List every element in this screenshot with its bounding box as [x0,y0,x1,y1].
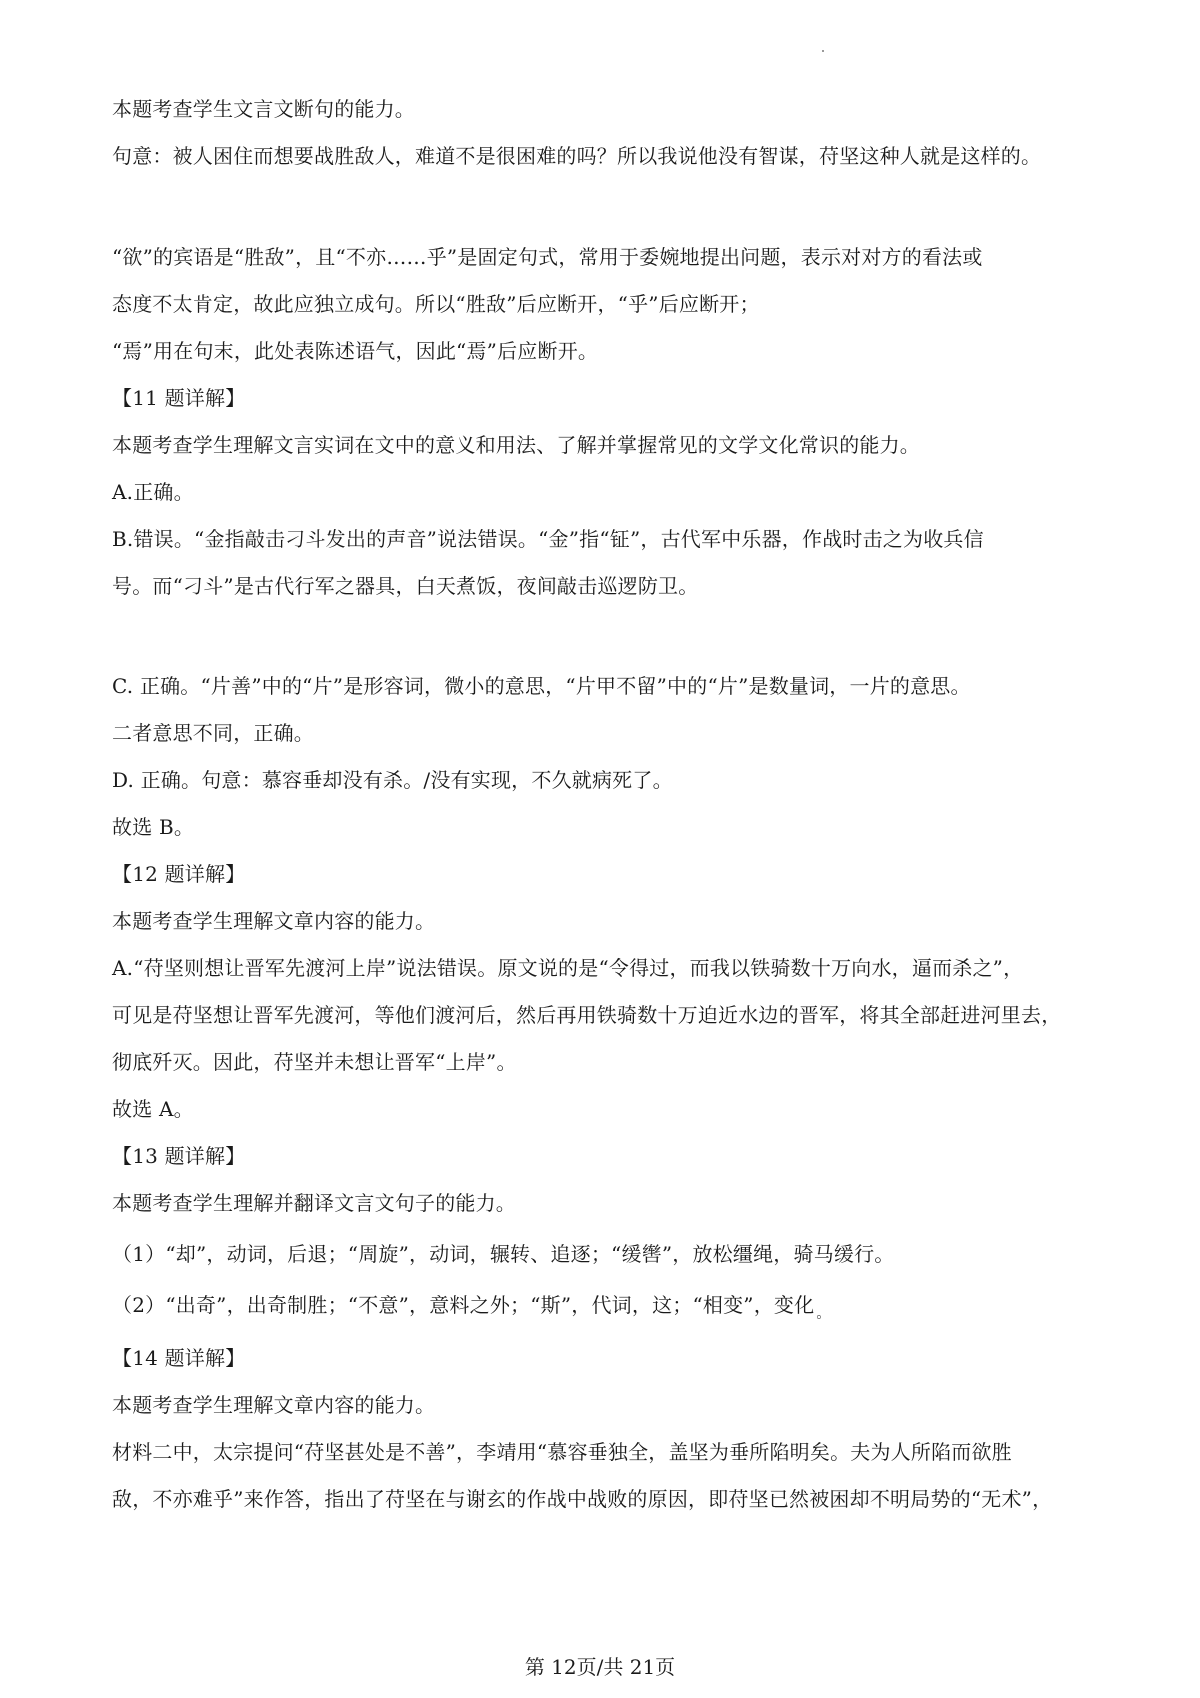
text-line: “欲”的宾语是“胜敌”，且“不亦……乎”是固定句式，常用于委婉地提出问题，表示对对方的看法或 [112,245,983,269]
text-line: 本题考查学生理解文章内容的能力。 [112,1393,436,1417]
text-line: 号。而“刁斗”是古代行军之器具，白天煮饭，夜间敲击巡逻防卫。 [112,574,699,598]
text-line: 故选 B。 [112,815,195,839]
text-line: 本题考查学生理解文言实词在文中的意义和用法、了解并掌握常见的文学文化常识的能力。 [112,433,920,457]
text-line: （1）“却”，动词，后退；“周旋”，动词，辗转、追逐；“缓辔”，放松缰绳，骑马缓行。 [112,1242,895,1266]
section-heading: 【11 题详解】 [112,386,246,410]
text-line: 敌，不亦难乎”来作答，指出了苻坚在与谢玄的作战中战败的原因，即苻坚已然被困却不明局势的“无术”， [112,1487,1053,1511]
text-line: D. 正确。句意：慕容垂却没有杀。/没有实现，不久就病死了。 [112,768,673,792]
trailing-period: 。 [816,1306,831,1322]
text-line [112,1291,831,1322]
speck-mark [822,50,824,52]
text-line: 故选 A。 [112,1097,194,1121]
text-line: 句意：被人困住而想要战胜敌人，难道不是很困难的吗？所以我说他没有智谋，苻坚这种人就是这样的。 [112,144,1042,168]
text-line: 可见是苻坚想让晋军先渡河，等他们渡河后，然后再用铁骑数十万迫近水边的晋军，将其全部赶进河里去， [112,1003,1062,1027]
page-footer: 第 12页/共 21页 [524,1655,676,1679]
text-line: 材料二中，太宗提问“苻坚甚处是不善”，李靖用“慕容垂独全，盖坚为垂所陷明矣。夫为人所陷而欲胜 [112,1440,1012,1464]
text-line-body: （2）“出奇”，出奇制胜；“不意”，意料之外；“斯”，代词，这；“相变”，变化 [112,1293,815,1317]
text-line: C. 正确。“片善”中的“片”是形容词，微小的意思，“片甲不留”中的“片”是数量词，一片的意思。 [112,674,971,698]
text-line: “焉”用在句末，此处表陈述语气，因此“焉”后应断开。 [112,339,599,363]
text-line: 本题考查学生理解文章内容的能力。 [112,909,436,933]
section-heading: 【12 题详解】 [112,862,246,886]
text-line: 彻底歼灭。因此，苻坚并未想让晋军“上岸”。 [112,1050,517,1074]
text-line: B.错误。“金指敲击刁斗发出的声音”说法错误。“金”指“钲”，古代军中乐器，作战时击之为收兵信 [112,527,984,551]
text-line: A.“苻坚则想让晋军先渡河上岸”说法错误。原文说的是“令得过，而我以铁骑数十万向水，逼而杀之”， [112,956,1024,980]
section-heading: 【14 题详解】 [112,1346,246,1370]
section-heading: 【13 题详解】 [112,1144,246,1168]
text-line: 二者意思不同，正确。 [112,721,314,745]
text-line: A.正确。 [112,480,194,504]
text-line: 本题考查学生理解并翻译文言文句子的能力。 [112,1191,516,1215]
text-line: 态度不太肯定，故此应独立成句。所以“胜敌”后应断开，“乎”后应断开； [112,292,760,316]
text-line: 本题考查学生文言文断句的能力。 [112,97,415,121]
